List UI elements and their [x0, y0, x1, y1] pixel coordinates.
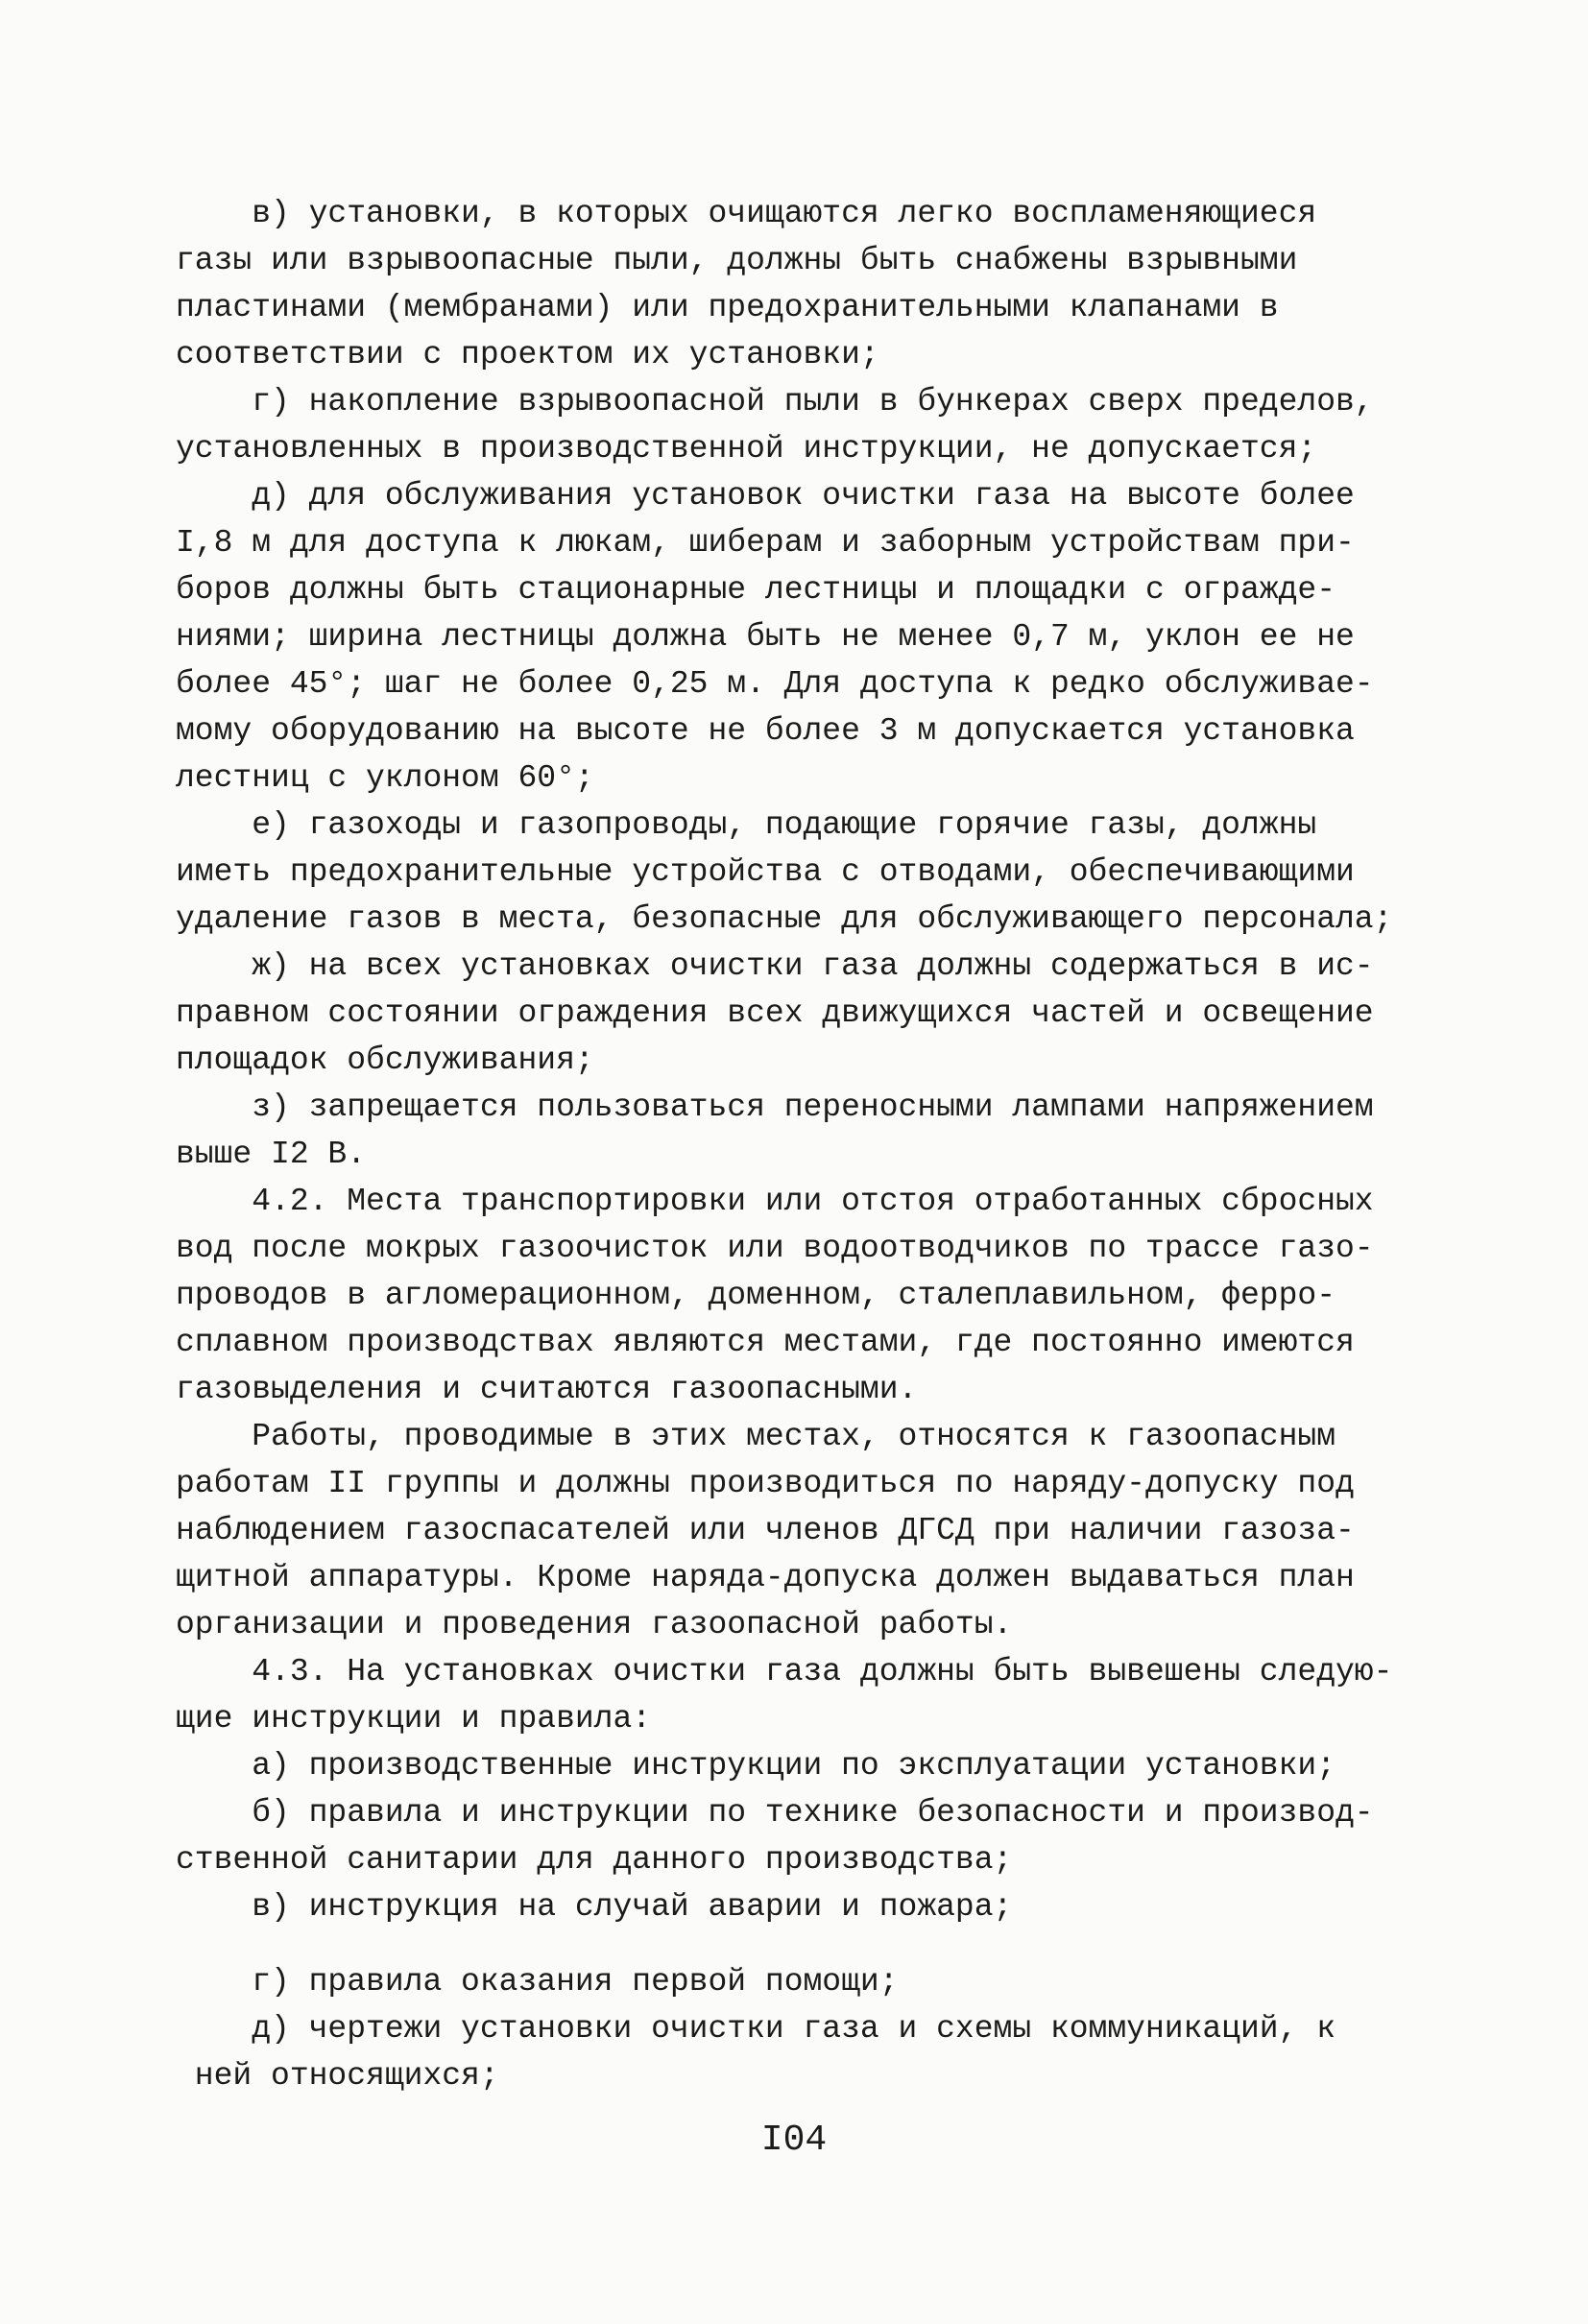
text-line: работам II группы и должны производиться по наряду-допуску под — [176, 1466, 1355, 1501]
text-line: газы или взрывоопасные пыли, должны быть снабжены взрывными — [176, 243, 1298, 278]
text-line: ниями; ширина лестницы должна быть не менее 0,7 м, уклон ее не — [176, 619, 1355, 655]
text-line: щие инструкции и правила: — [176, 1701, 652, 1737]
text-line: г) накопление взрывоопасной пыли в бункерах сверх пределов, — [176, 384, 1374, 419]
text-line: иметь предохранительные устройства с отводами, обеспечивающими — [176, 854, 1355, 890]
text-line: щитной аппаратуры. Кроме наряда-допуска должен выдаваться план — [176, 1560, 1355, 1595]
text-line: е) газоходы и газопроводы, подающие горячие газы, должны — [176, 807, 1317, 843]
text-line: пластинами (мембранами) или предохранительными клапанами в — [176, 290, 1279, 325]
text-line: мому оборудованию на высоте не более 3 м допускается установка — [176, 713, 1355, 749]
text-line: лестниц с уклоном 60°; — [176, 760, 594, 796]
text-line: д) для обслуживания установок очистки газа на высоте более — [176, 478, 1355, 514]
text-line: боров должны быть стационарные лестницы и площадки с огражде- — [176, 572, 1335, 608]
page-number: I04 — [760, 2120, 828, 2161]
text-line: проводов в агломерационном, доменном, сталеплавильном, ферро- — [176, 1278, 1335, 1313]
text-line: газовыделения и считаются газоопасными. — [176, 1372, 918, 1407]
text-line: 4.3. На установках очистки газа должны быть вывешены следую- — [176, 1654, 1393, 1689]
text-line: з) запрещается пользоваться переносными лампами напряжением — [176, 1090, 1374, 1125]
text-line: наблюдением газоспасателей или членов ДГСД при наличии газоза- — [176, 1513, 1355, 1548]
text-line: б) правила и инструкции по технике безопасности и производ- — [176, 1795, 1374, 1831]
text-line: организации и проведения газоопасной работы. — [176, 1607, 1013, 1642]
text-line: ней относящихся; — [176, 2058, 499, 2094]
text-line: удаление газов в места, безопасные для обслуживающего персонала; — [176, 901, 1393, 937]
text-line: 4.2. Места транспортировки или отстоя отработанных сбросных — [176, 1184, 1374, 1219]
text-line: в) инструкция на случай аварии и пожара; — [176, 1889, 1013, 1925]
text-line: правном состоянии ограждения всех движущихся частей и освещение — [176, 995, 1374, 1031]
text-line: выше I2 В. — [176, 1137, 367, 1172]
text-line: соответствии с проектом их установки; — [176, 337, 879, 372]
text-line: ж) на всех установках очистки газа должны содержаться в ис- — [176, 948, 1374, 984]
text-line: I,8 м для доступа к люкам, шиберам и заборным устройствам при- — [176, 525, 1355, 561]
text-line: сплавном производствах являются местами, где постоянно имеются — [176, 1325, 1355, 1360]
text-line: ственной санитарии для данного производства; — [176, 1842, 1013, 1878]
text-line: а) производственные инструкции по эксплуатации установки; — [176, 1748, 1335, 1784]
text-line: вод после мокрых газоочисток или водоотводчиков по трассе газо- — [176, 1231, 1374, 1266]
text-line: установленных в производственной инструкции, не допускается; — [176, 431, 1317, 467]
text-line: в) установки, в которых очищаются легко воспламеняющиеся — [176, 196, 1317, 231]
body-text — [176, 190, 1414, 2099]
text-line: г) правила оказания первой помощи; — [176, 1964, 899, 2000]
text-line: площадок обслуживания; — [176, 1042, 594, 1078]
text-line: д) чертежи установки очистки газа и схемы коммуникаций, к — [176, 2011, 1335, 2047]
text-line: Работы, проводимые в этих местах, относятся к газоопасным — [176, 1419, 1335, 1454]
text-line: более 45°; шаг не более 0,25 м. Для доступа к редко обслуживае- — [176, 666, 1374, 702]
